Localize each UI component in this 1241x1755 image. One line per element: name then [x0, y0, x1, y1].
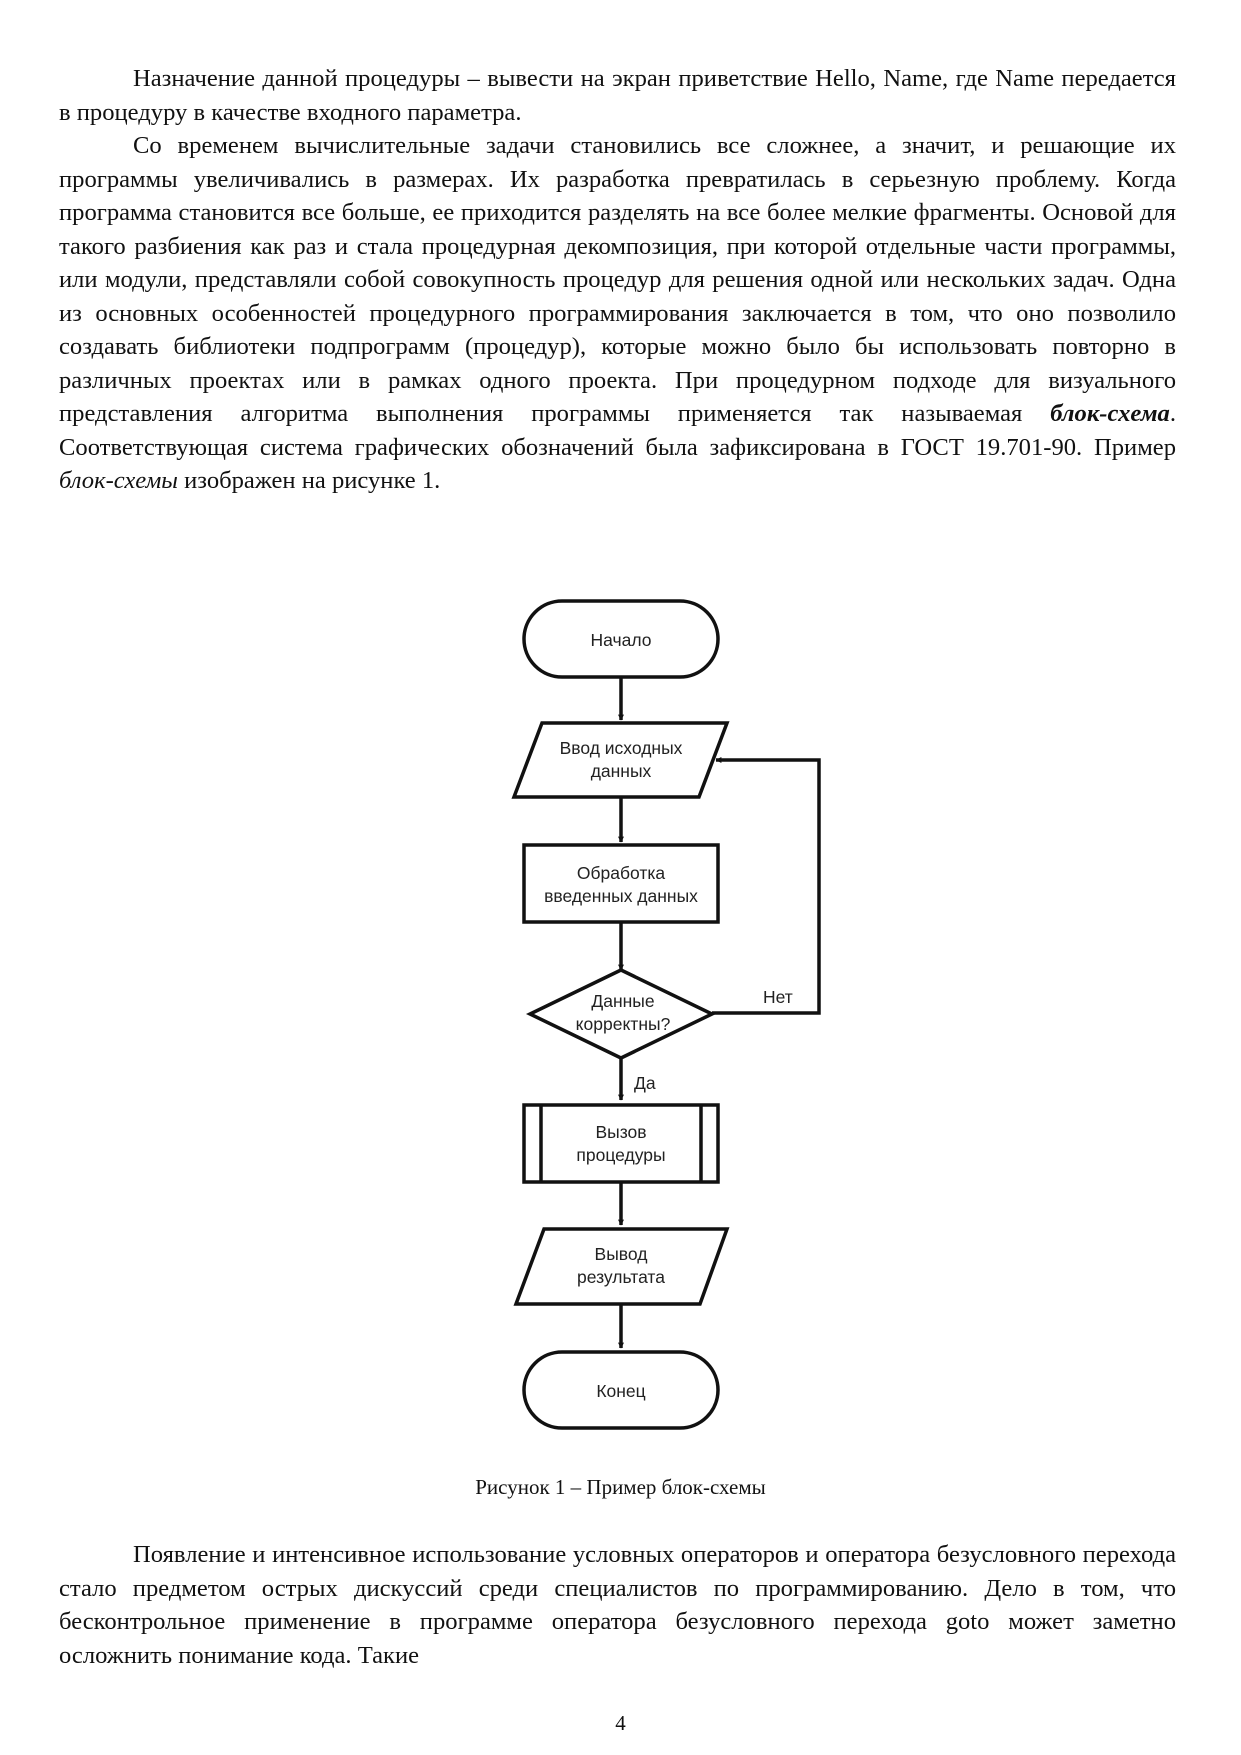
- no-branch-label: Нет: [763, 987, 793, 1007]
- flowchart-input-node: [514, 723, 727, 797]
- flowchart-end-node: [524, 1352, 718, 1428]
- term-block-scheme-bold: блок-схема: [1050, 400, 1170, 427]
- process-label-line1: Обработка: [576, 863, 666, 883]
- decision-label-line2: корректны?: [575, 1014, 671, 1034]
- paragraph2-text-a: Со временем вычислительные задачи становились все сложнее, а значит, и решающие их программы увеличивались в размерах. Их разработка превратилась в серьезную проблему. Когда программа становится все больше, ее приходится разделять на все более мелкие фрагменты. Основой для такого разбиения как раз и стала процедурная декомпозиция, при которой отдельные части программы, или модули, представляли собой совокупность процедур для решения одной или нескольких задач. Одна из основных особенностей процедурного программирования заключается в том, что оно позволило создавать библиотеки подпрограмм (процедур), которые можно было бы использовать повторно в различных проектах или в рамках одного проекта. При процедурном подходе для визуального представления алгоритма выполнения программы применяется так называемая: [59, 132, 1176, 427]
- flowchart-start-node: [524, 601, 718, 677]
- flowchart-decision-node: [530, 970, 712, 1058]
- paragraph2-text-b: . Соответствующая система графических обозначений была зафиксирована в ГОСТ 19.701-90. Пример: [59, 400, 1176, 461]
- process-label-line2: введенных данных: [544, 886, 698, 906]
- loop-back-no-arrow: [712, 760, 819, 1013]
- output-label-line2: результата: [577, 1267, 665, 1287]
- output-label-line1: Вывод: [594, 1244, 648, 1264]
- flowchart-output-node: [516, 1229, 727, 1304]
- end-label: Конец: [596, 1381, 646, 1401]
- yes-branch-label: Да: [634, 1073, 656, 1093]
- subroutine-label-line2: процедуры: [576, 1145, 666, 1165]
- start-label: Начало: [590, 630, 652, 650]
- paragraph2-text-c: изображен на рисунке 1.: [177, 467, 441, 494]
- input-label-line1: Ввод исходных: [559, 738, 683, 758]
- page-number: 4: [615, 1711, 626, 1735]
- paragraph-procedure-purpose: Назначение данной процедуры – вывести на экран приветствие Hello, Name, где Name передается в процедуру в качестве входного параметра.: [59, 65, 1176, 126]
- flowchart-subroutine-node: [524, 1105, 718, 1182]
- figure-caption: Рисунок 1 – Пример блок-схемы: [475, 1475, 766, 1499]
- term-block-scheme-italic: блок-схемы: [59, 467, 178, 494]
- paragraph-goto-discussion: Появление и интенсивное использование условных операторов и оператора безусловного перехода стало предметом острых дискуссий среди специалистов по программированию. Дело в том, что бесконтрольное применение в программе оператора безусловного перехода goto может заметно осложнить понимание кода. Такие: [59, 1541, 1176, 1669]
- flowchart-process-node: [524, 845, 718, 922]
- input-label-line2: данных: [590, 761, 652, 781]
- decision-label-line1: Данные: [591, 991, 655, 1011]
- subroutine-label-line1: Вызов: [595, 1122, 647, 1142]
